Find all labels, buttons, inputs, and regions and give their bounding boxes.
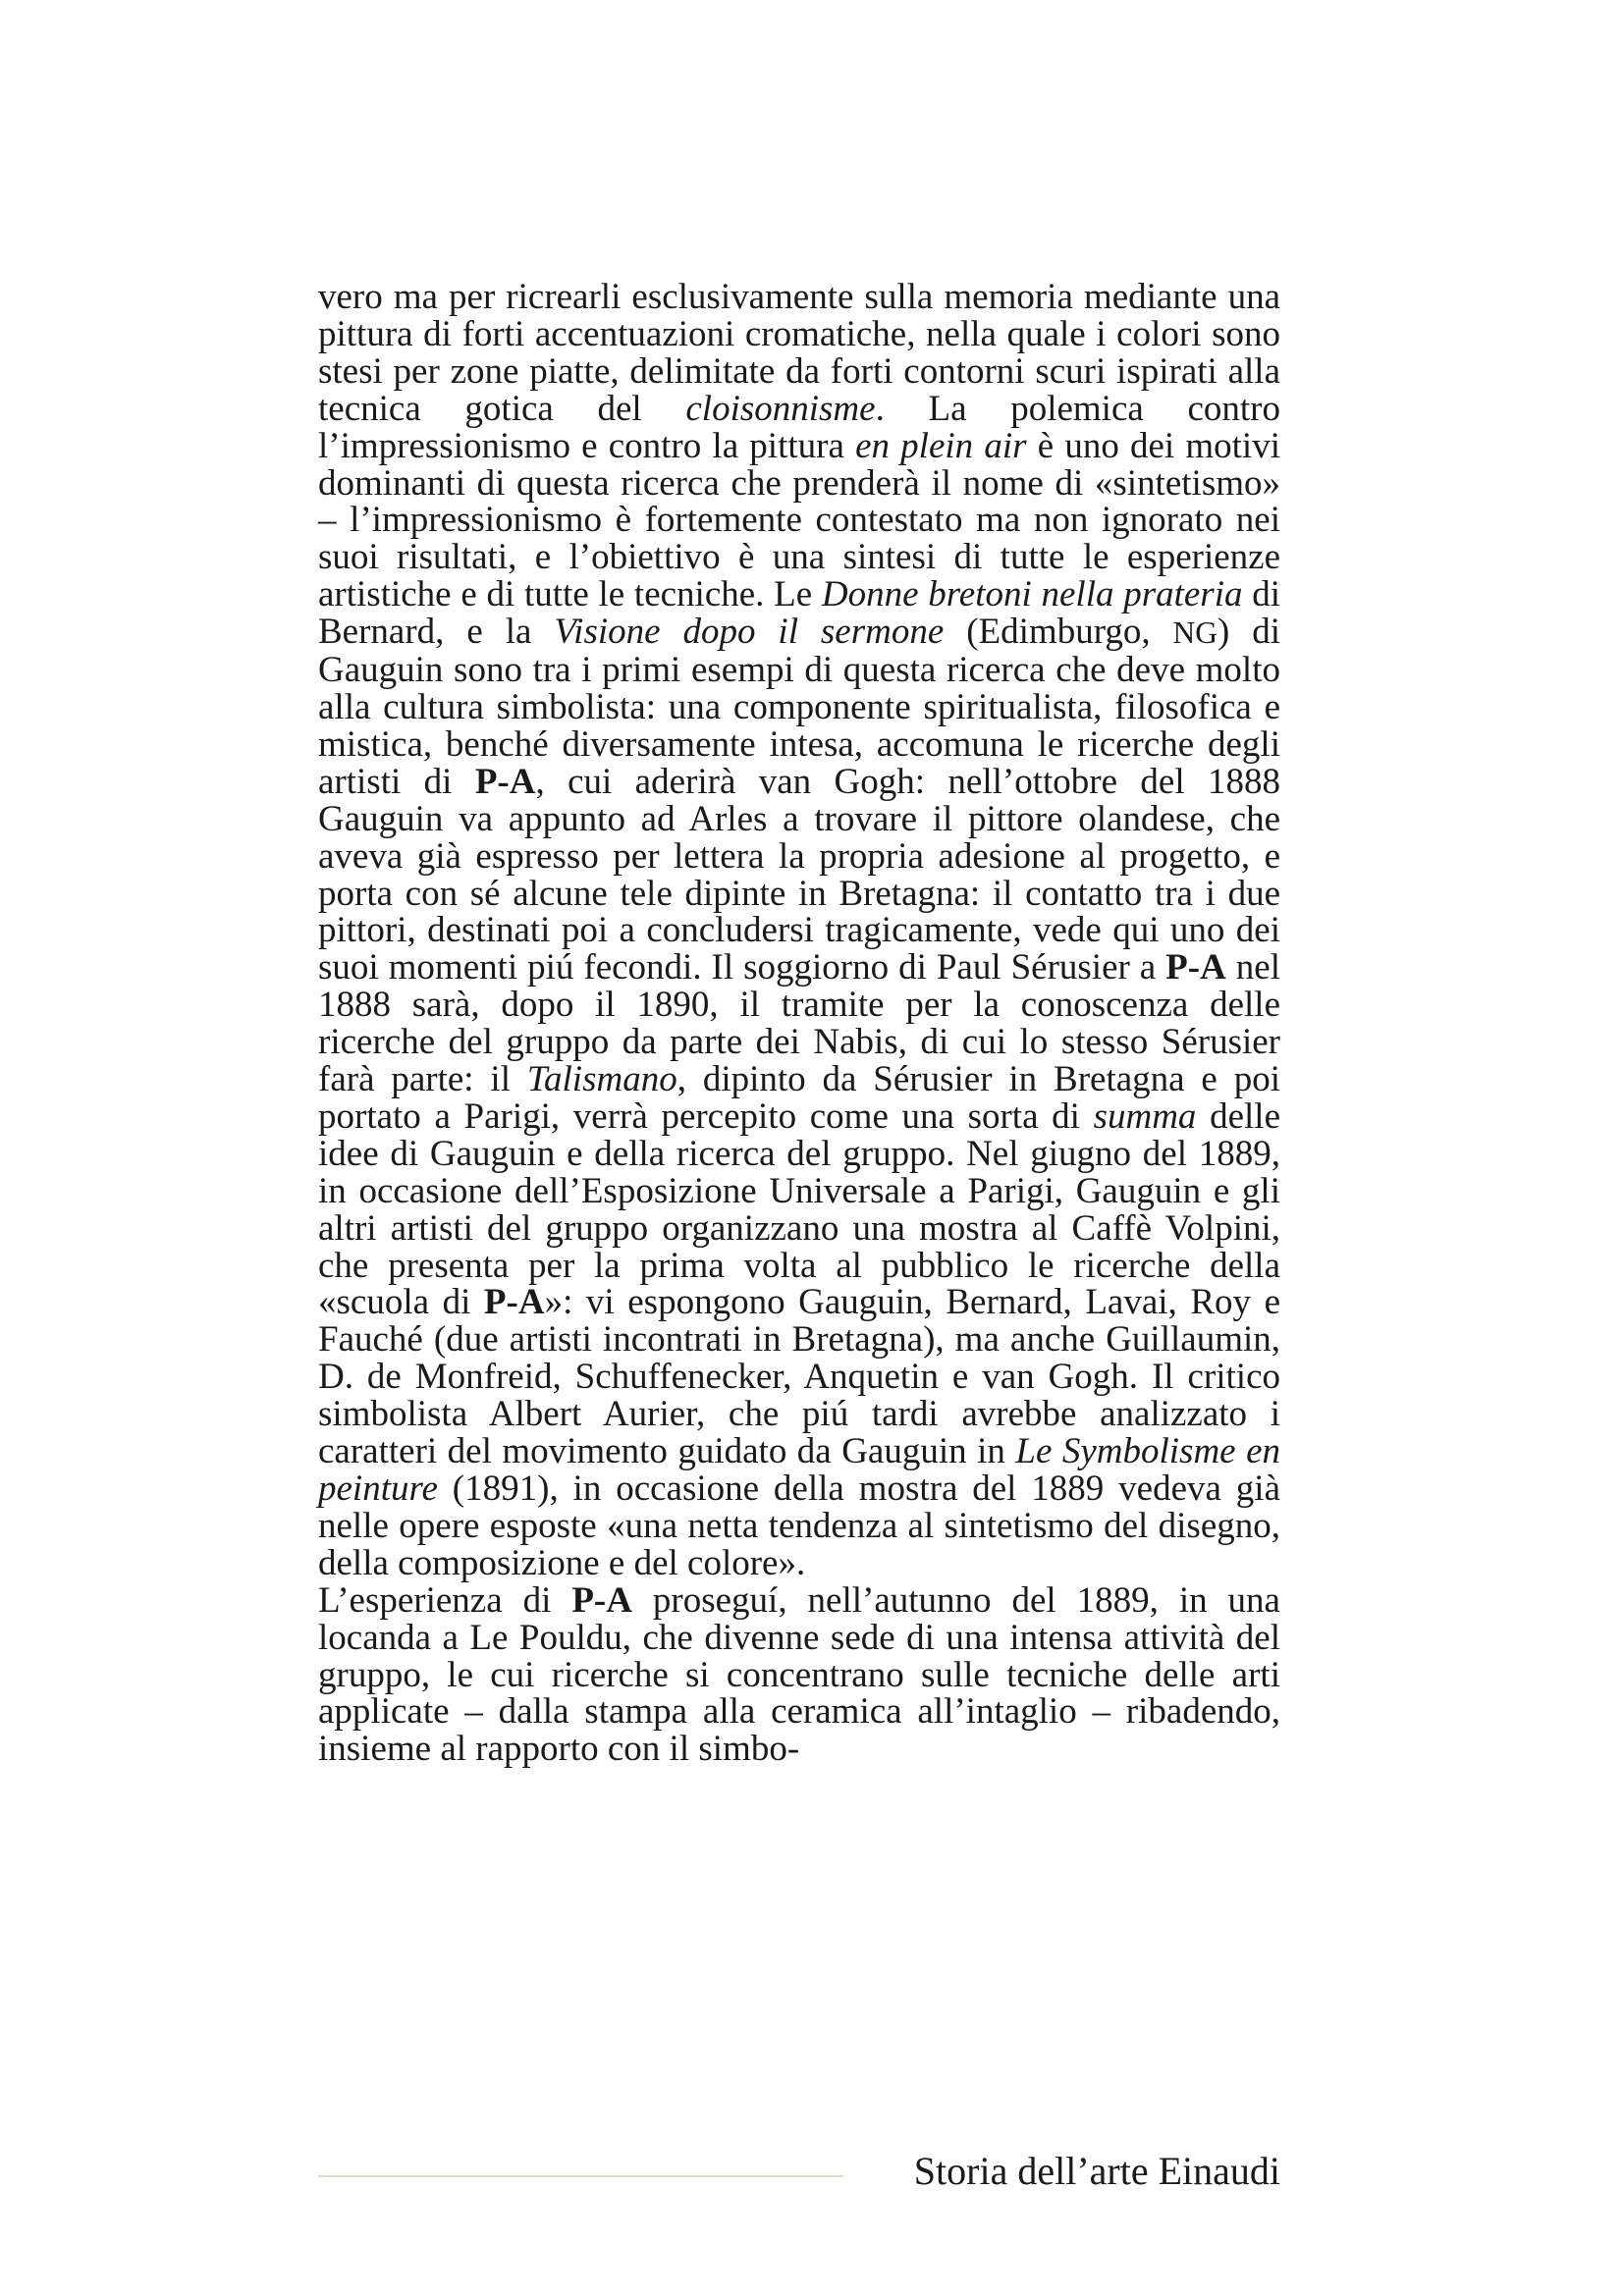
footer-rule	[318, 2175, 843, 2177]
text-run: è uno dei motivi dominanti di questa ricerca che prenderà il nome di «sintetismo» – l’impressionismo è fortemente contestato ma non ignorato nei suoi risultati, e l’obiettivo è una sintesi di tutte le esperienze artistiche e di tutte le tecniche. Le	[318, 425, 1280, 615]
footer-title: Storia dell’arte Einaudi	[913, 2149, 1280, 2193]
text-run: , dipinto da Sérusier in Bretagna e poi portato a Parigi, verrà percepito come una sorta di	[318, 1059, 1280, 1137]
text-run: ) di Gauguin sono tra i primi esempi di questa ricerca che deve molto alla cultura simbolista: una componente spiritualista, filosofica e mistica, benché diversamente intesa, accomuna le ricerche degli artisti di	[318, 612, 1280, 802]
text-run: . La polemica contro l’impressionismo e contro la pittura	[318, 388, 1280, 466]
text-run: nel 1888 sarà, dopo il 1890, il tramite per la conoscenza delle ricerche del gruppo da parte dei Nabis, di cui lo stesso Sérusier farà parte: il	[318, 947, 1280, 1100]
text-run: delle idee di Gauguin e della ricerca del gruppo. Nel giugno del 1889, in occasione dell’Esposizione Universale a Parigi, Gauguin e gli altri artisti del gruppo organizzano una mostra al Caffè Volpini, che presenta per la prima volta al pubblico le ricerche della «scuola di	[318, 1095, 1280, 1323]
text-run: »: vi espongono Gauguin, Bernard, Lavai, Roy e Fauché (due artisti incontrati in Bretagna), ma anche Guillaumin, D. de Monfreid, Schuffenecker, Anquetin e van Gogh. Il critico simbolista Albert Aurier, che piú tardi avrebbe analizzato i caratteri del movimento guidato da Gauguin in	[318, 1282, 1281, 1472]
bold-abbreviation: P-A	[1165, 947, 1226, 988]
text-run: di Bernard, e la	[318, 574, 1281, 653]
text-run: proseguí, nell’autunno del 1889, in una locanda a Le Pouldu, che divenne sede di una intensa attività del gruppo, le cui ricerche si concentrano sulle tecniche delle arti applicate – dalla stampa alla ceramica all’intaglio – ribadendo, insieme al rapporto con il simbo-	[318, 1579, 1280, 1770]
bold-abbreviation: P-A	[571, 1579, 632, 1621]
body-text	[318, 279, 1280, 1768]
italic-text: Donne bretoni nella prateria	[821, 574, 1243, 615]
text-run: (Edimburgo,	[944, 612, 1173, 653]
italic-text: cloisonnisme	[685, 388, 876, 429]
bold-abbreviation: P-A	[483, 1282, 545, 1323]
italic-text: Le Symbolisme en peinture	[318, 1431, 1280, 1509]
small-caps-text: NG	[1172, 615, 1217, 651]
text-run: , cui aderirà van Gogh: nell’ottobre del 1888 Gauguin va appunto ad Arles a trovare il pittore olandese, che aveva già espresso per lettera la propria adesione al progetto, e porta con sé alcune tele dipinte in Bretagna: il contatto tra i due pittori, destinati poi a concludersi tragicamente, vede qui uno dei suoi momenti piú fecondi. Il soggiorno di Paul Sérusier a	[318, 761, 1281, 988]
paragraph	[318, 1579, 1280, 1770]
italic-text: summa	[1093, 1095, 1197, 1137]
italic-text: Visione dopo il sermone	[554, 612, 945, 653]
bold-abbreviation: P-A	[474, 761, 536, 802]
italic-text: en plein air	[855, 425, 1027, 466]
text-run: L’esperienza di	[318, 1579, 572, 1621]
text-run: (1891), in occasione della mostra del 1889 vedeva già nelle opere esposte «una netta tendenza al sintetismo del disegno, della composizione e del colore».	[318, 1468, 1280, 1583]
italic-text: Talismano	[526, 1059, 677, 1100]
text-run: vero ma per ricrearli esclusivamente sulla memoria mediante una pittura di forti accentuazioni cromatiche, nella quale i colori sono stesi per zone piatte, delimitate da forti contorni scuri ispirati alla tecnica gotica del	[318, 277, 1280, 429]
paragraph	[318, 279, 1280, 1582]
